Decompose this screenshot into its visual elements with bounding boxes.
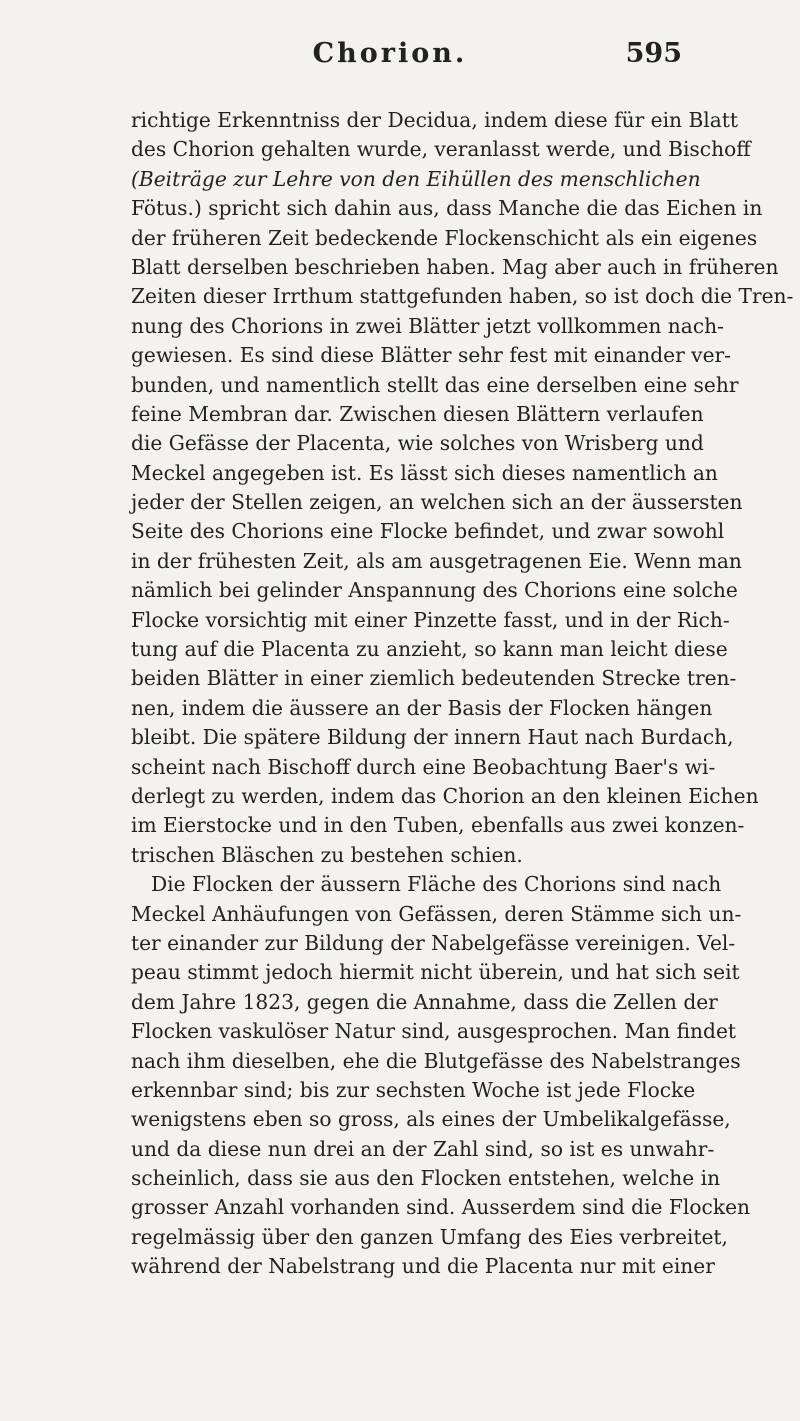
text-line: der früheren Zeit bedeckende Flockenschicht als ein eigenes bbox=[131, 225, 758, 250]
text-line: ter einander zur Bildung der Nabelgefässe vereinigen. Vel- bbox=[131, 930, 736, 955]
page-number: 595 bbox=[625, 38, 682, 69]
text-line: tung auf die Placenta zu anzieht, so kann man leicht diese bbox=[131, 637, 728, 662]
text-line: bunden, und namentlich stellt das eine derselben eine sehr bbox=[131, 372, 739, 397]
text-line: die Gefässe der Placenta, wie solches von Wrisberg und bbox=[131, 431, 704, 456]
text-line: erkennbar sind; bis zur sechsten Woche ist jede Flocke bbox=[131, 1077, 696, 1102]
text-line: Flocke vorsichtig mit einer Pinzette fasst, und in der Rich- bbox=[131, 607, 730, 632]
paragraph-end-line: trischen Bläschen zu bestehen schien. bbox=[131, 842, 523, 867]
text-line: Meckel Anhäufungen von Gefässen, deren Stämme sich un- bbox=[131, 901, 742, 926]
text-line: nämlich bei gelinder Anspannung des Chorions eine solche bbox=[131, 578, 738, 603]
text-line: Blatt derselben beschrieben haben. Mag aber auch in früheren bbox=[131, 254, 779, 279]
text-line: richtige Erkenntniss der Decidua, indem diese für ein Blatt bbox=[131, 108, 739, 132]
text-line: wenigstens eben so gross, als eines der Umbelikalgefässe, bbox=[131, 1107, 731, 1132]
text-line: peau stimmt jedoch hiermit nicht überein, und hat sich seit bbox=[131, 960, 740, 985]
text-line: scheinlich, dass sie aus den Flocken entstehen, welche in bbox=[131, 1166, 721, 1191]
text-line: jeder der Stellen zeigen, an welchen sich an der äussersten bbox=[131, 490, 743, 515]
running-head bbox=[0, 38, 800, 88]
text-line: Meckel angegeben ist. Es lässt sich dieses namentlich an bbox=[131, 460, 718, 485]
text-line: nung des Chorions in zwei Blätter jetzt vollkommen nach- bbox=[131, 313, 724, 338]
running-title: Chorion. bbox=[312, 38, 468, 69]
text-line: Flocken vaskulöser Natur sind, ausgesprochen. Man findet bbox=[131, 1019, 737, 1044]
text-line: während der Nabelstrang und die Placenta nur mit einer bbox=[131, 1254, 715, 1279]
text-line: gewiesen. Es sind diese Blätter sehr fest mit einander ver- bbox=[131, 343, 731, 368]
text-line: bleibt. Die spätere Bildung der innern Haut nach Burdach, bbox=[131, 725, 734, 750]
text-line: nach ihm dieselben, ehe die Blutgefässe des Nabelstranges bbox=[131, 1048, 741, 1073]
paragraph-start-line: Die Flocken der äussern Fläche des Chorions sind nach bbox=[151, 872, 722, 897]
text-line: scheint nach Bischoff durch eine Beobachtung Baer's wi- bbox=[131, 754, 716, 779]
text-line: (Beiträge zur Lehre von den Eihüllen des menschlichen bbox=[131, 166, 701, 191]
text-line: nen, indem die äussere an der Basis der Flocken hängen bbox=[131, 695, 713, 720]
body-text bbox=[131, 106, 794, 1282]
text-line: und da diese nun drei an der Zahl sind, so ist es unwahr- bbox=[131, 1136, 715, 1161]
text-line: regelmässig über den ganzen Umfang des Eies verbreitet, bbox=[131, 1224, 728, 1249]
text-line: derlegt zu werden, indem das Chorion an den kleinen Eichen bbox=[131, 783, 759, 808]
text-line: des Chorion gehalten wurde, veranlasst werde, und Bischoff bbox=[131, 137, 751, 162]
text-line: Fötus.) spricht sich dahin aus, dass Manche die das Eichen in bbox=[131, 196, 763, 221]
text-line: in der frühesten Zeit, als am ausgetragenen Eie. Wenn man bbox=[131, 548, 742, 573]
text-line: dem Jahre 1823, gegen die Annahme, dass die Zellen der bbox=[131, 989, 718, 1014]
text-line: Zeiten dieser Irrthum stattgefunden haben, so ist doch die Tren- bbox=[131, 284, 794, 309]
text-line: Seite des Chorions eine Flocke befindet, und zwar sowohl bbox=[131, 519, 725, 544]
text-line: grosser Anzahl vorhanden sind. Ausserdem sind die Flocken bbox=[131, 1195, 751, 1220]
text-line: feine Membran dar. Zwischen diesen Blättern verlaufen bbox=[131, 401, 704, 426]
text-line: im Eierstocke und in den Tuben, ebenfalls aus zwei konzen- bbox=[131, 813, 745, 838]
text-line: beiden Blätter in einer ziemlich bedeutenden Strecke tren- bbox=[131, 666, 737, 691]
